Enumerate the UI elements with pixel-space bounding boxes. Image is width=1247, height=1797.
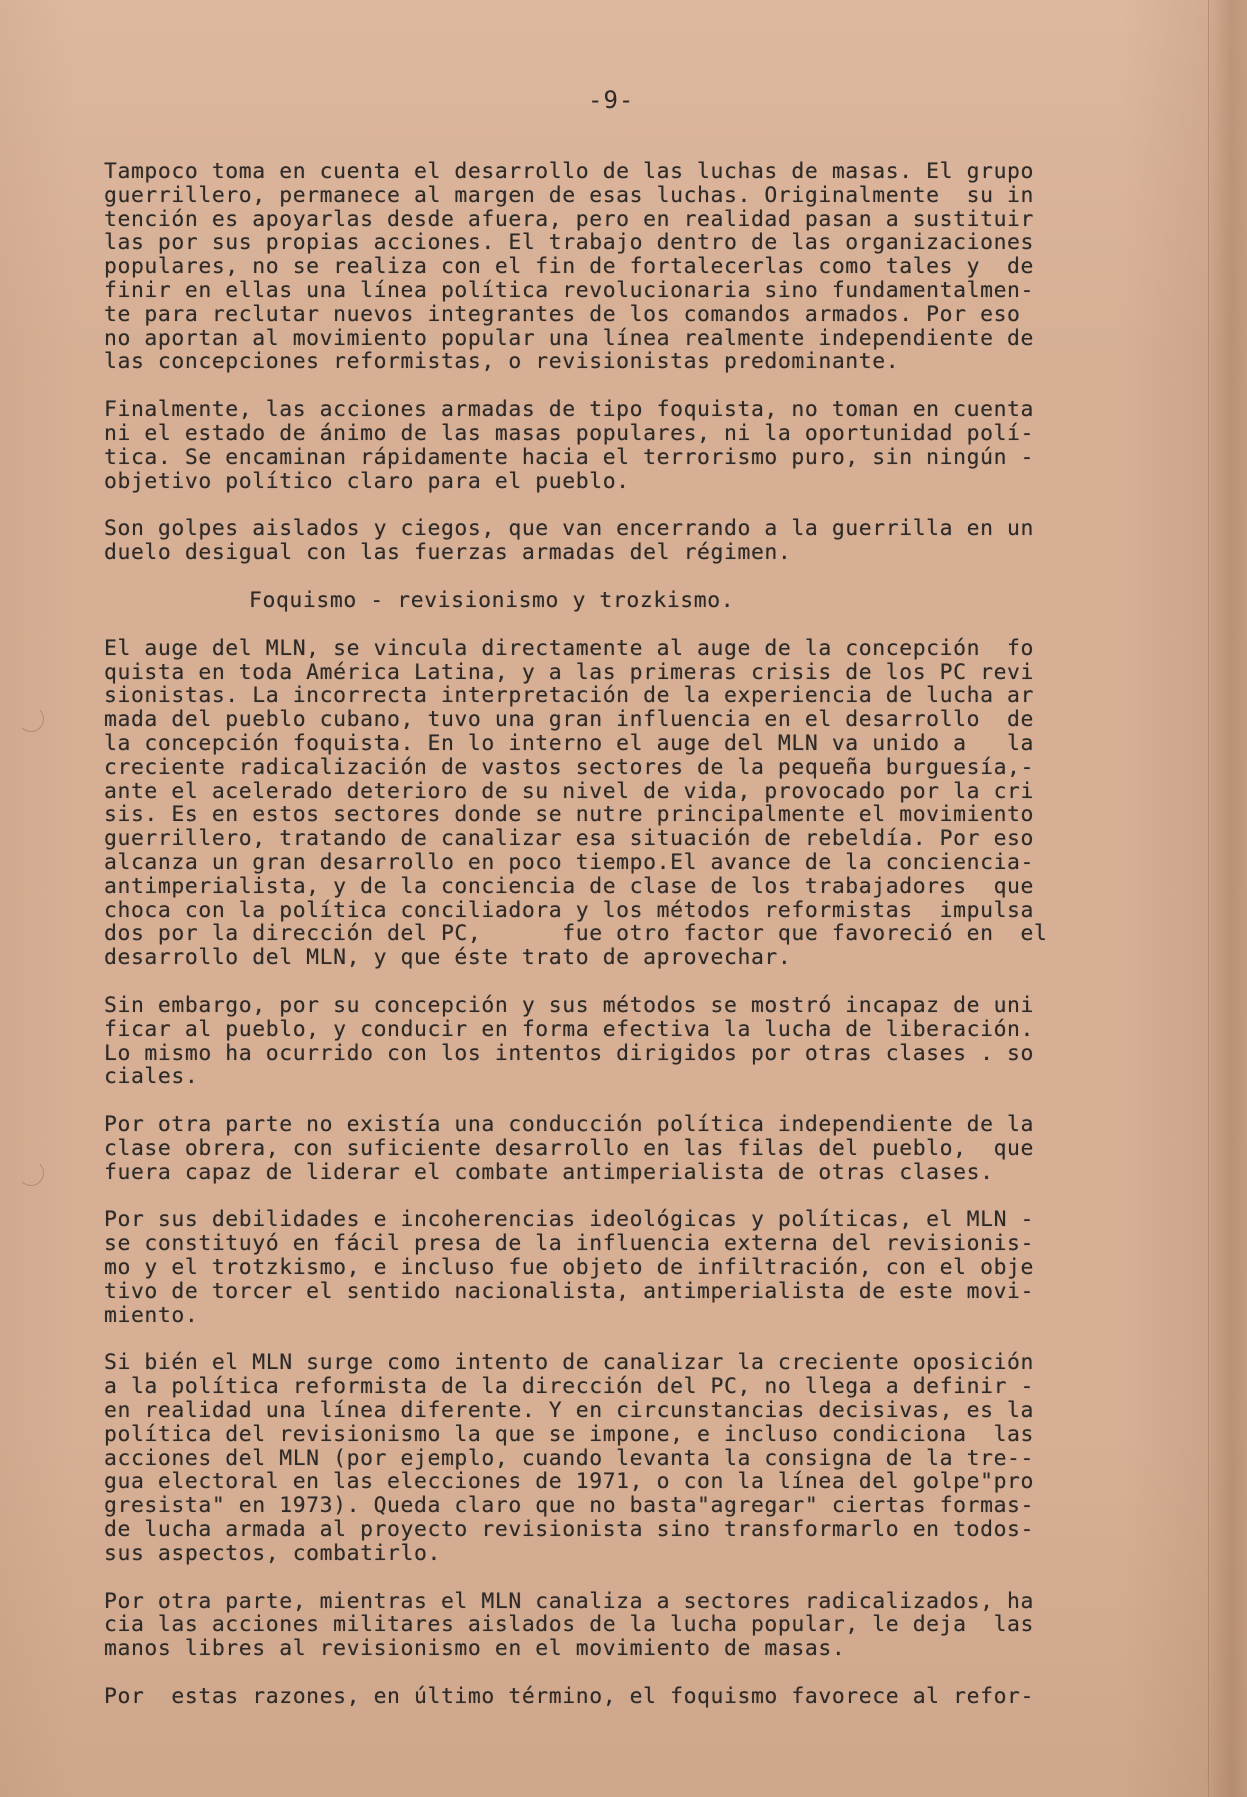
paragraphs-section-one [104,160,1124,565]
punch-hole-mark [18,1160,44,1186]
text-line: ni el estado de ánimo de las masas populares, ni la oportunidad polí- [104,420,1034,446]
paragraph [104,637,1124,970]
text-line: miento. [104,1302,199,1328]
text-line: El auge del MLN, se vincula directamente al auge de la concepción fo [104,635,1034,661]
paragraph [104,1685,1124,1709]
paragraph [104,398,1124,493]
text-line: antimperialista, y de la conciencia de clase de los trabajadores que [104,873,1034,899]
text-line: tivo de torcer el sentido nacionalista, antimperialista de este movi- [104,1278,1034,1304]
text-line: quista en toda América Latina, y a las primeras crisis de los PC revi [104,659,1034,685]
text-line: ficar al pueblo, y conducir en forma efectiva la lucha de liberación. [104,1016,1034,1042]
text-line: mada del pueblo cubano, tuvo una gran influencia en el desarrollo de [104,707,1034,733]
text-line: de lucha armada al proyecto revisionista sino transformarlo en todos- [104,1517,1034,1543]
text-line: objetivo político claro para el pueblo. [104,468,630,494]
text-line: las concepciones reformistas, o revisionistas predominante. [104,349,900,375]
text-line: Si bién el MLN surge como intento de canalizar la creciente oposición [104,1350,1034,1376]
text-line: finir en ellas una línea política revolucionaria sino fundamentalmen- [104,277,1034,303]
document-body [104,160,1124,1733]
text-line: Finalmente, las acciones armadas de tipo foquista, no toman en cuenta [104,397,1034,423]
text-line: guerrillero, permanece al margen de esas luchas. Originalmente su in [104,182,1034,208]
text-line: tención es apoyarlas desde afuera, pero en realidad pasan a sustituir [104,206,1034,232]
text-line: dos por la dirección del PC, fue otro factor que favoreció en el [104,921,1048,947]
text-line: Son golpes aislados y ciegos, que van encerrando a la guerrilla en un [104,516,1034,542]
text-line: en realidad una línea diferente. Y en circunstancias decisivas, es la [104,1398,1034,1424]
text-line: ante el acelerado deterioro de su nivel de vida, provocado por la cri [104,778,1034,804]
text-line: tica. Se encaminan rápidamente hacia el terrorismo puro, sin ningún - [104,444,1034,470]
paragraphs-section-two [104,637,1124,1709]
text-line: acciones del MLN (por ejemplo, cuando levanta la consigna de la tre-- [104,1445,1034,1471]
text-line: sus aspectos, combatirlo. [104,1540,441,1566]
text-line: desarrollo del MLN, y que éste trato de aprovechar. [104,945,792,971]
text-line: creciente radicalización de vastos sectores de la pequeña burguesía,- [104,754,1034,780]
text-line: alcanza un gran desarrollo en poco tiempo.El avance de la conciencia- [104,849,1034,875]
text-line: clase obrera, con suficiente desarrollo en las filas del pueblo, que [104,1135,1034,1161]
paragraph [104,1351,1124,1565]
text-line: manos libres al revisionismo en el movimiento de masas. [104,1636,846,1662]
text-line: guerrillero, tratando de canalizar esa situación de rebeldía. Por eso [104,826,1034,852]
paragraph [104,1208,1124,1327]
text-line: la concepción foquista. En lo interno el auge del MLN va unido a la [104,730,1034,756]
text-line: ciales. [104,1064,199,1090]
paragraph [104,1590,1124,1661]
text-line: te para reclutar nuevos integrantes de los comandos armados. Por eso [104,301,1021,327]
paragraph [104,1113,1124,1184]
text-line: Tampoco toma en cuenta el desarrollo de las luchas de masas. El grupo [104,159,1034,184]
text-line: Por sus debilidades e incoherencias ideológicas y políticas, el MLN - [104,1207,1034,1233]
text-line: Sin embargo, por su concepción y sus métodos se mostró incapaz de uni [104,992,1034,1018]
punch-hole-mark [18,706,44,732]
paragraph [104,994,1124,1089]
text-line: política del revisionismo la que se impone, e incluso condiciona las [104,1421,1034,1447]
text-line: cia las acciones militares aislados de la lucha popular, le deja las [104,1612,1034,1638]
text-line: gua electoral en las elecciones de 1971, o con la línea del golpe"pro [104,1469,1034,1495]
text-line: duelo desigual con las fuerzas armadas del régimen. [104,540,792,566]
text-line: Por otra parte, mientras el MLN canaliza a sectores radicalizados, ha [104,1588,1034,1614]
text-line: las por sus propias acciones. El trabajo dentro de las organizaciones [104,230,1034,256]
text-line: choca con la política conciliadora y los métodos reformistas impulsa [104,897,1034,923]
text-line: no aportan al movimiento popular una línea realmente independiente de [104,325,1034,351]
text-line: sis. Es en estos sectores donde se nutre principalmente el movimiento [104,802,1034,828]
page-edge [1208,0,1247,1797]
text-line: mo y el trotzkismo, e incluso fue objeto de infiltración, con el obje [104,1255,1034,1281]
section-heading [104,589,1124,613]
text-line: Lo mismo ha ocurrido con los intentos dirigidos por otras clases . so [104,1040,1034,1066]
paragraph [104,160,1124,374]
page-number: -9- [588,86,635,114]
text-line: Por estas razones, en último término, el foquismo favorece al refor- [104,1684,1034,1710]
text-line: se constituyó en fácil presa de la influencia externa del revisionis- [104,1231,1034,1257]
text-line: populares, no se realiza con el fin de fortalecerlas como tales y de [104,254,1034,280]
text-line: sionistas. La incorrecta interpretación de la experiencia de lucha ar [104,683,1034,709]
paragraph [104,517,1124,565]
text-line: gresista" en 1973). Queda claro que no basta"agregar" ciertas formas- [104,1493,1034,1519]
text-line: Por otra parte no existía una conducción política independiente de la [104,1112,1034,1138]
text-line: a la política reformista de la dirección del PC, no llega a definir - [104,1374,1034,1400]
text-line: fuera capaz de liderar el combate antimperialista de otras clases. [104,1159,994,1185]
section-heading-text: Foquismo - revisionismo y trozkismo. [249,587,735,613]
